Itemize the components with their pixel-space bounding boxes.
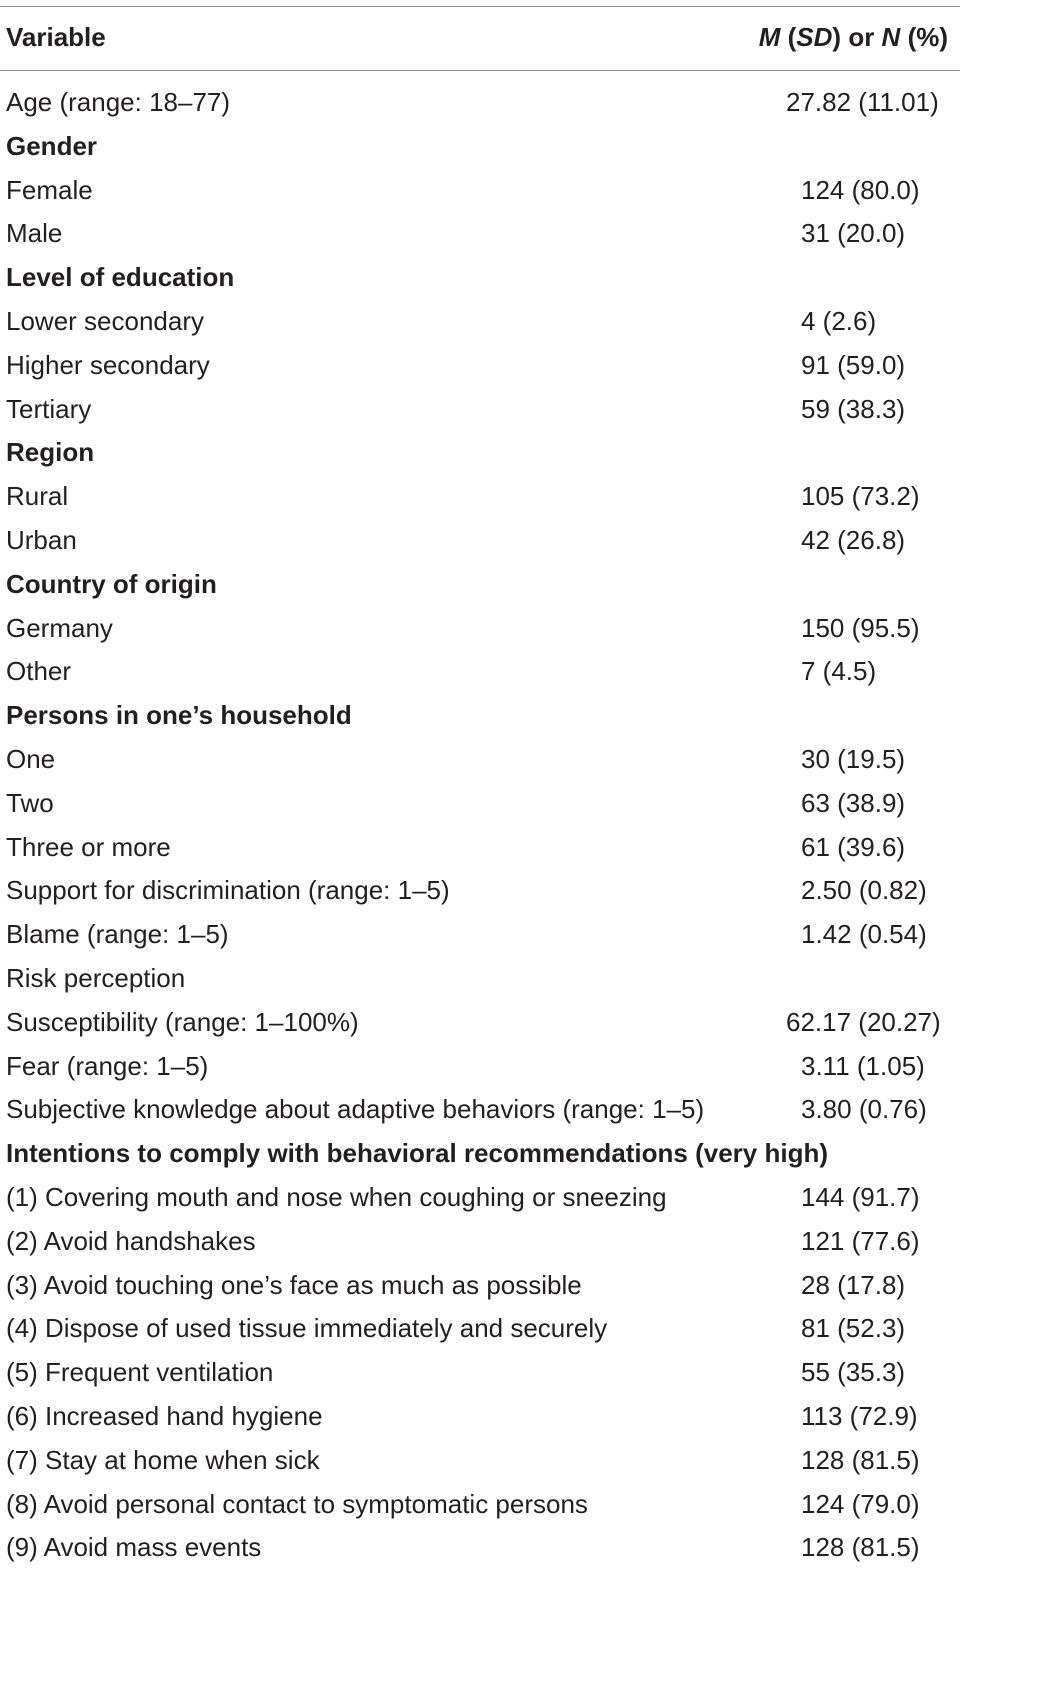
row-label: (3) Avoid touching one’s face as much as possible: [6, 1269, 582, 1300]
row-label: Level of education: [6, 262, 235, 293]
table-row: [0, 80, 960, 124]
top-rule: [0, 6, 960, 7]
row-label: Gender: [6, 130, 98, 161]
row-value: 7 (4.5): [801, 656, 877, 687]
table-row: [0, 1000, 960, 1044]
row-value: 27.82 (11.01): [786, 87, 939, 117]
row-value: 121 (77.6): [801, 1225, 920, 1256]
table-header: [0, 16, 960, 60]
section-header-row: [0, 562, 960, 606]
row-label: (9) Avoid mass events: [6, 1532, 262, 1563]
row-label: Subjective knowledge about adaptive behaviors (range: 1–5): [6, 1094, 705, 1125]
table-row: [0, 343, 960, 387]
row-value: 124 (79.0): [801, 1488, 920, 1519]
header-statistic: M (SD) or N (%): [758, 22, 948, 52]
table-row: [0, 211, 960, 255]
section-header-row: [0, 124, 960, 168]
table-row: [0, 737, 960, 781]
table-row: [0, 1438, 960, 1482]
row-value: 62.17 (20.27): [786, 1006, 941, 1037]
row-label: Higher secondary: [6, 349, 210, 380]
table-body: [0, 80, 960, 1569]
row-label: Germany: [6, 612, 113, 643]
row-label: Intentions to comply with behavioral recommendations (very high): [6, 1138, 829, 1169]
section-header-row: [0, 430, 960, 474]
header-variable: Variable: [6, 22, 106, 52]
row-label: Lower secondary: [6, 305, 204, 336]
row-value: 31 (20.0): [801, 218, 906, 249]
table-row: [0, 474, 960, 518]
header-stat-pct: (%): [907, 22, 948, 52]
section-header-row: [0, 255, 960, 299]
row-value: 1.42 (0.54): [801, 919, 927, 950]
row-label: Support for discrimination (range: 1–5): [6, 875, 450, 906]
table-row: [0, 825, 960, 869]
table-row: [0, 299, 960, 343]
table-row: [0, 1044, 960, 1088]
row-label: (6) Increased hand hygiene: [6, 1400, 323, 1431]
row-value: 124 (80.0): [801, 174, 920, 205]
row-value: 150 (95.5): [801, 612, 920, 643]
row-value: 113 (72.9): [801, 1400, 918, 1431]
table-row: [0, 518, 960, 562]
table-row: [0, 1219, 960, 1263]
row-value: 3.80 (0.76): [801, 1094, 927, 1125]
row-label: Country of origin: [6, 568, 217, 599]
row-value: 81 (52.3): [801, 1313, 906, 1344]
table-row: [0, 387, 960, 431]
row-value: 30 (19.5): [801, 743, 906, 774]
row-value: 3.11 (1.05): [801, 1050, 925, 1081]
row-label: (4) Dispose of used tissue immediately and securely: [6, 1313, 608, 1344]
row-label: (1) Covering mouth and nose when coughing or sneezing: [6, 1181, 667, 1212]
row-label: Tertiary: [6, 393, 92, 424]
row-value: 42 (26.8): [801, 524, 906, 555]
header-stat-m: M: [758, 22, 781, 52]
row-label: Rural: [6, 481, 69, 512]
row-label: Blame (range: 1–5): [6, 919, 229, 950]
row-label: (7) Stay at home when sick: [6, 1444, 320, 1475]
row-label: (8) Avoid personal contact to symptomatic persons: [6, 1488, 588, 1519]
table-row: [0, 868, 960, 912]
row-label: Three or more: [6, 831, 171, 862]
table-row: [0, 1350, 960, 1394]
table-row: [0, 1175, 960, 1219]
row-label: (2) Avoid handshakes: [6, 1225, 256, 1256]
table-row: [0, 1482, 960, 1526]
row-label: Age (range: 18–77): [6, 87, 231, 117]
header-stat-or: or: [848, 22, 875, 52]
row-label: Persons in one’s household: [6, 700, 352, 731]
row-value: 128 (81.5): [801, 1532, 920, 1563]
row-label: Two: [6, 787, 54, 818]
row-label: Fear (range: 1–5): [6, 1050, 209, 1081]
row-value: 4 (2.6): [801, 305, 877, 336]
row-value: 61 (39.6): [801, 831, 906, 862]
header-rule: [0, 70, 960, 71]
row-value: 91 (59.0): [801, 349, 906, 380]
row-value: 144 (91.7): [801, 1181, 920, 1212]
row-label: Other: [6, 656, 72, 687]
row-label: Urban: [6, 524, 77, 555]
table-row: [0, 1525, 960, 1569]
row-value: 105 (73.2): [801, 481, 920, 512]
row-label: Male: [6, 218, 63, 249]
section-header-row: [0, 1131, 960, 1175]
row-label: Risk perception: [6, 962, 186, 993]
table-row: [0, 1306, 960, 1350]
table-row: [0, 1087, 960, 1131]
section-header-row: [0, 693, 960, 737]
table-row: [0, 1394, 960, 1438]
table-row: [0, 168, 960, 212]
table-row: [0, 649, 960, 693]
table-row: [0, 606, 960, 650]
table-row: [0, 912, 960, 956]
row-value: 59 (38.3): [801, 393, 906, 424]
table-row: [0, 1263, 960, 1307]
row-value: 55 (35.3): [801, 1357, 906, 1388]
row-value: 128 (81.5): [801, 1444, 920, 1475]
row-value: 28 (17.8): [801, 1269, 906, 1300]
table-row: [0, 781, 960, 825]
row-label: Susceptibility (range: 1–100%): [6, 1006, 359, 1037]
row-value: 63 (38.9): [801, 787, 906, 818]
row-label: One: [6, 743, 56, 774]
row-label: Female: [6, 174, 93, 205]
header-stat-sd: SD: [796, 22, 833, 52]
row-label: (5) Frequent ventilation: [6, 1357, 274, 1388]
header-stat-n: N: [881, 22, 901, 52]
row-label: Region: [6, 437, 95, 468]
row-value: 2.50 (0.82): [801, 875, 927, 906]
table-row: [0, 956, 960, 1000]
